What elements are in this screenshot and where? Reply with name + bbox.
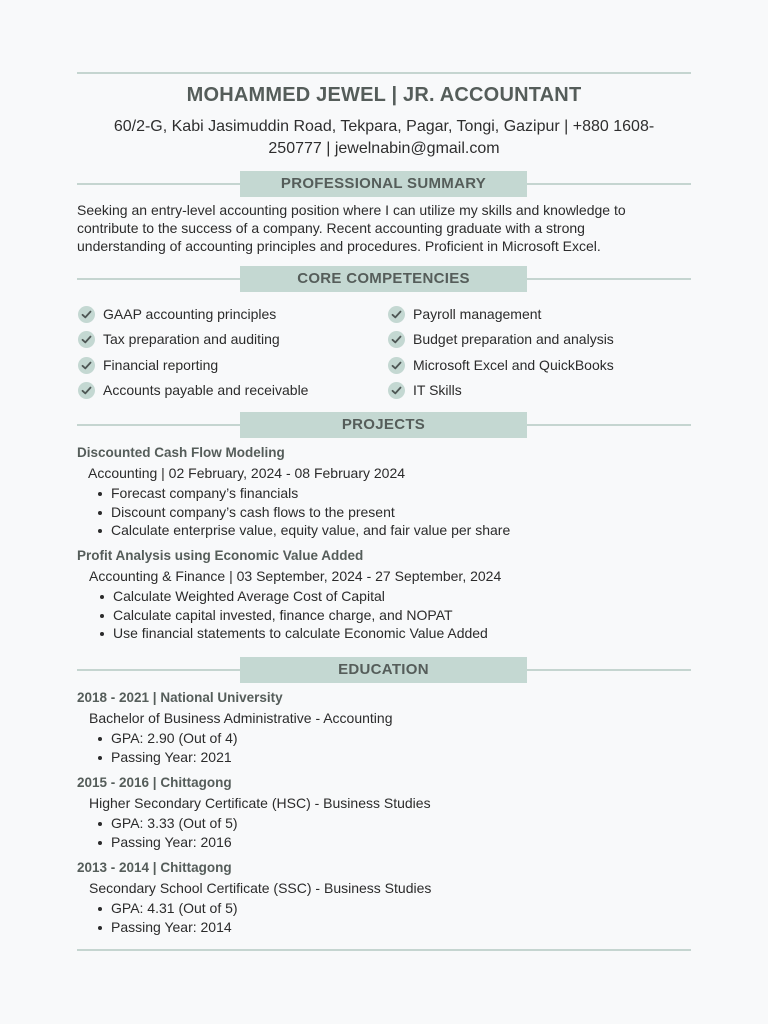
project-meta: Accounting | 02 February, 2024 - 08 February 2024 [88, 465, 406, 481]
check-icon [78, 306, 95, 323]
list-item: Passing Year: 2021 [98, 748, 238, 767]
competency-label: GAAP accounting principles [103, 306, 277, 322]
competency-label: Budget preparation and analysis [413, 331, 614, 347]
list-item: GPA: 3.33 (Out of 5) [98, 814, 238, 833]
check-icon [388, 331, 405, 348]
section-title: PROJECTS [240, 412, 527, 438]
section-title: CORE COMPETENCIES [240, 266, 527, 292]
check-icon [78, 357, 95, 374]
section-header-education [77, 657, 691, 683]
check-icon [78, 382, 95, 399]
competency-item [388, 356, 678, 376]
check-icon [388, 357, 405, 374]
competency-item [388, 305, 678, 325]
competency-item [388, 381, 678, 401]
project-bullets [100, 587, 488, 643]
education-bullets [98, 899, 238, 936]
education-degree: Bachelor of Business Administrative - Accounting [89, 710, 393, 726]
project-meta: Accounting & Finance | 03 September, 2024 - 27 September, 2024 [89, 568, 502, 584]
list-item: Use financial statements to calculate Economic Value Added [100, 624, 488, 643]
competency-label: Accounts payable and receivable [103, 382, 309, 398]
summary-text: Seeking an entry-level accounting position where I can utilize my skills and knowledge to contribute to the success of a company. Recent accounting graduate with a strong understanding of accounting principles and procedures. Proficient in Microsoft Excel. [77, 202, 626, 254]
bottom-divider [77, 949, 691, 951]
competency-item [78, 356, 358, 376]
list-item: Calculate capital invested, finance charge, and NOPAT [100, 606, 488, 625]
contact-info: 60/2-G, Kabi Jasimuddin Road, Tekpara, Pagar, Tongi, Gazipur | +880 1608-250777 | jewelnabin@gmail.com [113, 118, 655, 157]
list-item: GPA: 2.90 (Out of 4) [98, 729, 238, 748]
education-title: 2013 - 2014 | Chittagong [77, 860, 232, 875]
competency-label: Microsoft Excel and QuickBooks [413, 357, 614, 373]
competency-item [78, 305, 358, 325]
project-bullets [98, 484, 510, 540]
project-title: Discounted Cash Flow Modeling [77, 445, 285, 460]
competency-item [388, 330, 678, 350]
education-degree: Higher Secondary Certificate (HSC) - Business Studies [89, 795, 431, 811]
check-icon [388, 382, 405, 399]
check-icon [388, 306, 405, 323]
list-item: Passing Year: 2016 [98, 833, 238, 852]
competency-item [78, 381, 358, 401]
top-divider [77, 72, 691, 74]
education-title: 2015 - 2016 | Chittagong [77, 775, 232, 790]
competency-item [78, 330, 358, 350]
competency-label: Payroll management [413, 306, 542, 322]
check-icon [78, 331, 95, 348]
competency-label: Tax preparation and auditing [103, 331, 280, 347]
list-item: Calculate enterprise value, equity value, and fair value per share [98, 521, 510, 540]
education-degree: Secondary School Certificate (SSC) - Business Studies [89, 880, 432, 896]
list-item: Passing Year: 2014 [98, 918, 238, 937]
project-title: Profit Analysis using Economic Value Added [77, 548, 364, 563]
section-title: PROFESSIONAL SUMMARY [240, 171, 527, 197]
education-title: 2018 - 2021 | National University [77, 690, 283, 705]
competency-label: IT Skills [413, 382, 462, 398]
section-title: EDUCATION [240, 657, 527, 683]
section-header-projects [77, 412, 691, 438]
competency-label: Financial reporting [103, 357, 219, 373]
list-item: Forecast company’s financials [98, 484, 510, 503]
education-bullets [98, 729, 238, 766]
list-item: Calculate Weighted Average Cost of Capital [100, 587, 488, 606]
list-item: Discount company’s cash flows to the present [98, 503, 510, 522]
education-bullets [98, 814, 238, 851]
section-header-competencies [77, 266, 691, 292]
list-item: GPA: 4.31 (Out of 5) [98, 899, 238, 918]
resume-name-title: MOHAMMED JEWEL | JR. ACCOUNTANT [186, 84, 582, 106]
section-header-summary [77, 171, 691, 197]
